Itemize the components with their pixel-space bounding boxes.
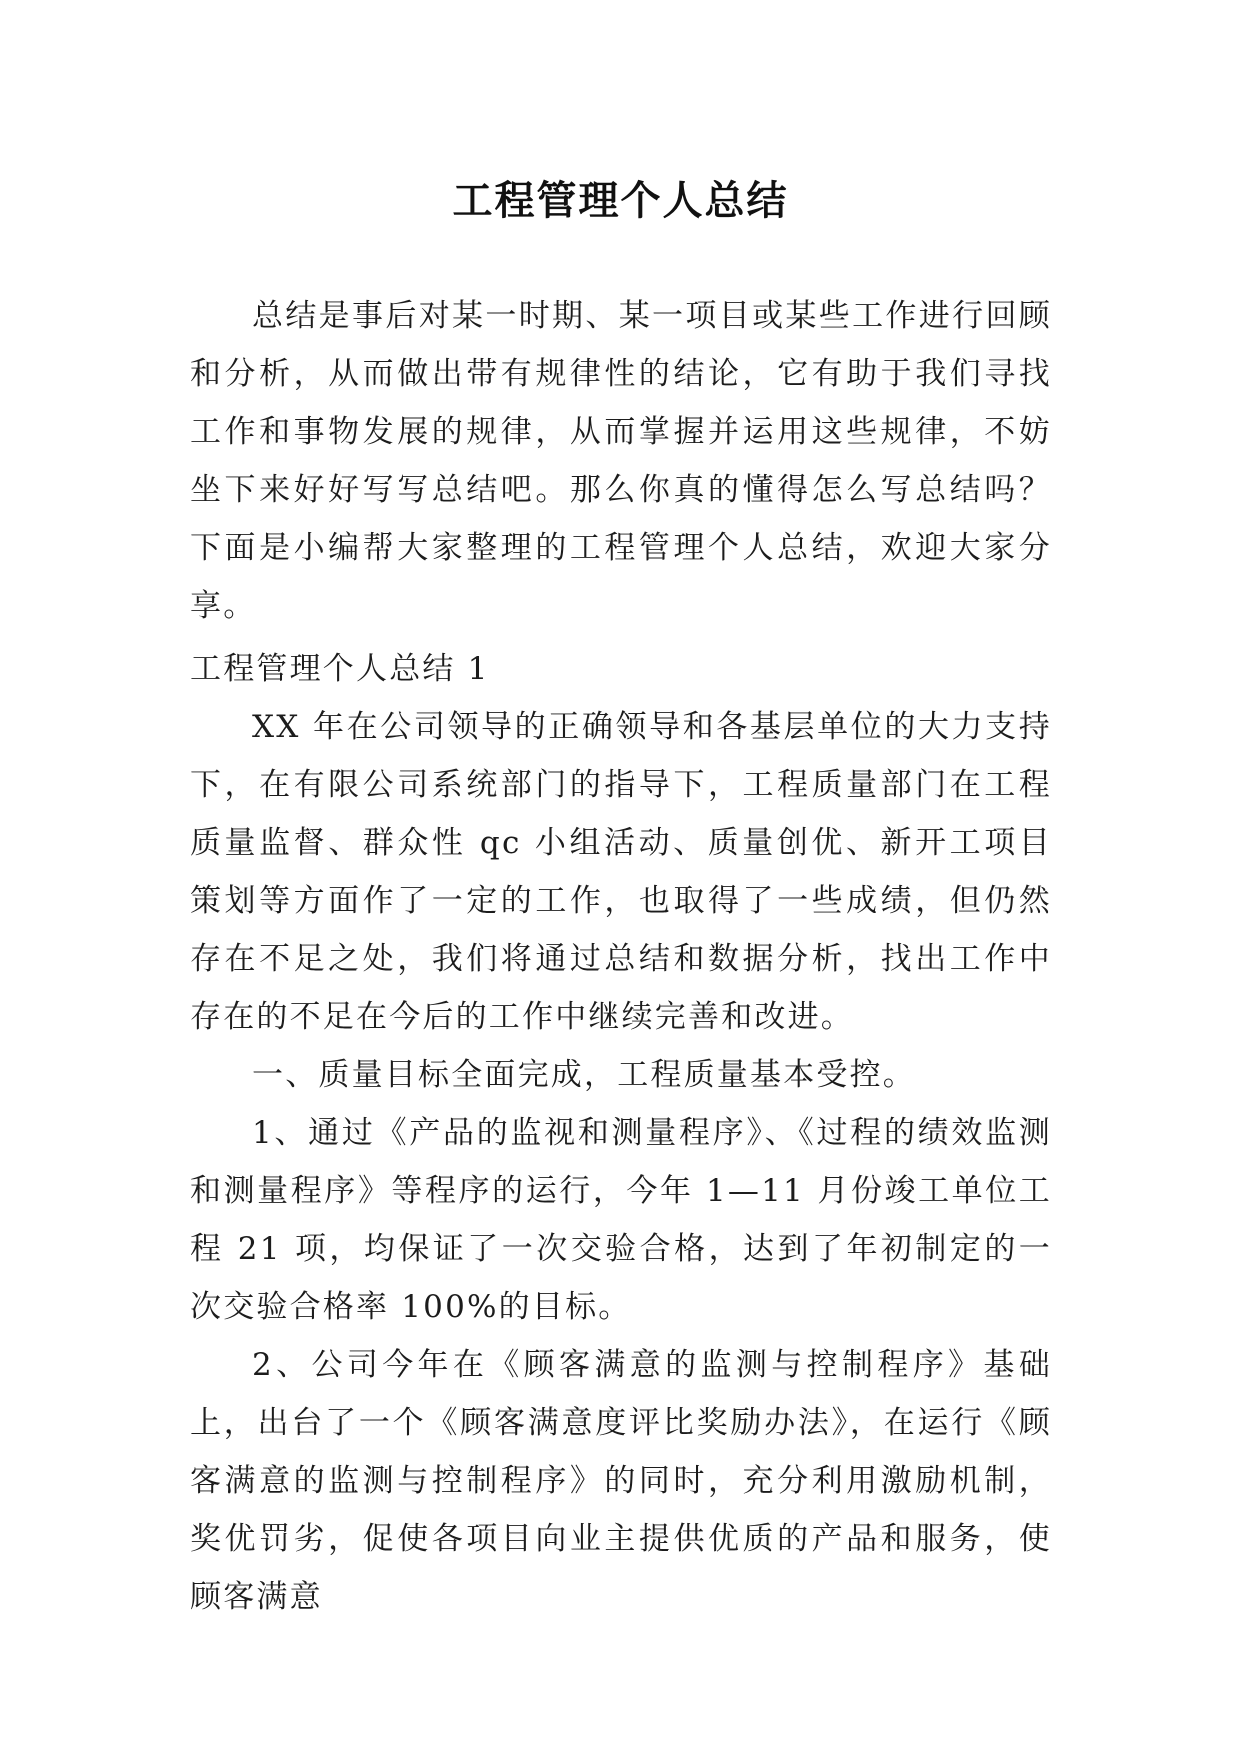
body-paragraph: 2、公司今年在《顾客满意的监测与控制程序》基础上，出台了一个《顾客满意度评比奖励办法》，在运行《顾客满意的监测与控制程序》的同时，充分利用激励机制，奖优罚劣，促使各项目向业主提供优质的产品和服务，使顾客满意 xyxy=(190,1347,1052,1615)
section-heading: 工程管理个人总结 1 xyxy=(190,651,490,687)
document-title: 工程管理个人总结 xyxy=(452,176,789,224)
intro-paragraph: 总结是事后对某一时期、某一项目或某些工作进行回顾和分析，从而做出带有规律性的结论，它有助于我们寻找工作和事物发展的规律，从而掌握并运用这些规律，不妨坐下来好好写写总结吧。那么你真的懂得怎么写总结吗？下面是小编帮大家整理的工程管理个人总结，欢迎大家分享。 xyxy=(190,298,1052,624)
section-block xyxy=(190,640,1052,1626)
body-paragraph: 一、质量目标全面完成，工程质量基本受控。 xyxy=(252,1057,916,1093)
body-paragraph: 1、通过《产品的监视和测量程序》、《过程的绩效监测和测量程序》等程序的运行，今年 1—11 月份竣工单位工程 21 项，均保证了一次交验合格，达到了年初制定的一次交验合格率 100%的目标。 xyxy=(190,1115,1052,1325)
body-paragraph: XX 年在公司领导的正确领导和各基层单位的大力支持下，在有限公司系统部门的指导下，工程质量部门在工程质量监督、群众性 qc 小组活动、质量创优、新开工项目策划等方面作了一定的工作，也取得了一些成绩，但仍然存在不足之处，我们将通过总结和数据分析，找出工作中存在的不足在今后的工作中继续完善和改进。 xyxy=(190,709,1052,1035)
intro-block xyxy=(190,287,1052,635)
